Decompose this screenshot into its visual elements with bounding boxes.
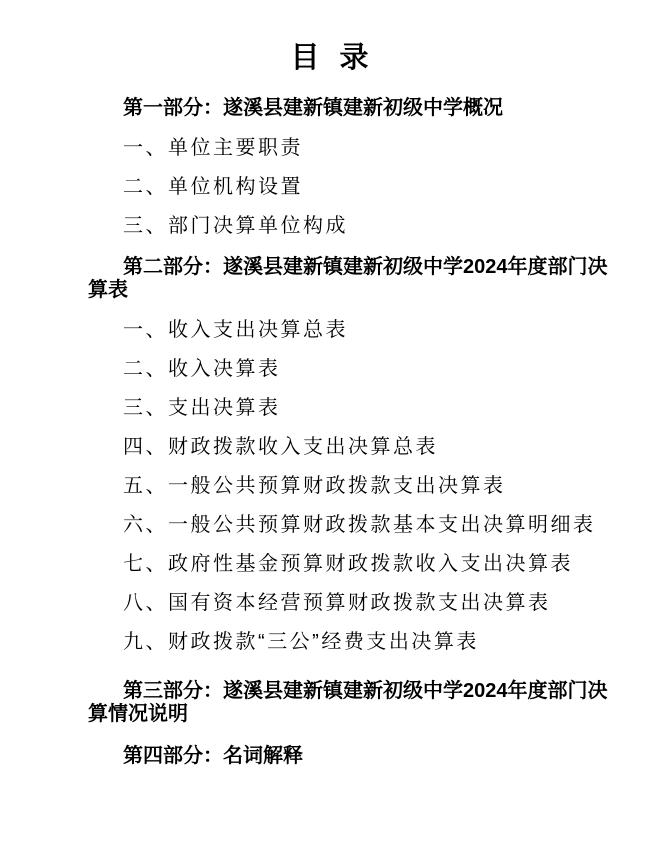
toc-item: 一、单位主要职责	[123, 137, 303, 159]
toc-item: 一、收入支出决算总表	[123, 319, 348, 341]
section-heading-line: 算表	[88, 279, 128, 301]
toc-item: 七、政府性基金预算财政拨款收入支出决算表	[123, 553, 573, 575]
section-2-heading	[88, 256, 608, 302]
section-heading-line: 第一部分：遂溪县建新镇建新初级中学概况	[123, 97, 503, 119]
toc-item: 五、一般公共预算财政拨款支出决算表	[123, 475, 506, 497]
toc-section-4	[88, 745, 605, 768]
toc-item: 六、一般公共预算财政拨款基本支出决算明细表	[123, 514, 596, 536]
toc-section-3	[88, 680, 608, 726]
section-1-heading	[88, 97, 605, 120]
toc-section-1	[88, 97, 605, 237]
toc-item: 二、收入决算表	[123, 358, 281, 380]
section-3-heading	[88, 680, 608, 726]
section-heading-line: 第三部分：遂溪县建新镇建新初级中学2024年度部门决	[123, 680, 608, 702]
toc-item: 三、支出决算表	[123, 397, 281, 419]
toc-item: 九、财政拨款“三公”经费支出决算表	[123, 631, 479, 653]
toc-item: 二、单位机构设置	[123, 176, 303, 198]
toc-item: 八、国有资本经营预算财政拨款支出决算表	[123, 592, 551, 614]
toc-item: 四、财政拨款收入支出决算总表	[123, 436, 438, 458]
toc-item: 三、部门决算单位构成	[123, 215, 348, 237]
section-heading-line: 算情况说明	[88, 703, 188, 725]
section-4-heading	[88, 745, 605, 768]
toc-section-2	[88, 256, 608, 653]
section-heading-line: 第四部分：名词解释	[123, 745, 303, 767]
page-title: 目 录	[290, 42, 375, 74]
section-heading-line: 第二部分：遂溪县建新镇建新初级中学2024年度部门决	[123, 256, 608, 278]
